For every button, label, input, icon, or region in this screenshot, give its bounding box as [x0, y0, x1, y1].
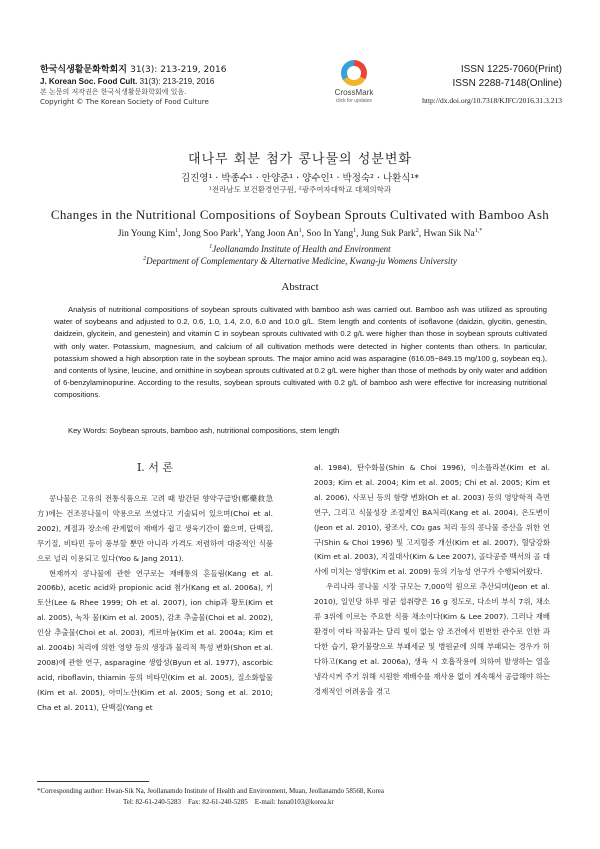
author-name: Jin Young Kim — [117, 229, 176, 239]
issn-print: ISSN 1225-7060(Print) — [460, 64, 562, 75]
author-name: Jung Suk Park — [360, 229, 416, 239]
author-name: Yang Joon An — [245, 229, 299, 239]
affiliation-ko: ¹전라남도 보건환경연구원, ²광주여자대학교 대체의학과 — [208, 185, 392, 194]
author-name: Soo In Yang — [306, 229, 354, 239]
paper-title-ko: 대나무 회분 첨가 콩나물의 성분변화 — [188, 152, 412, 167]
author-sup: 1 — [175, 227, 179, 234]
doi-link[interactable]: http://dx.doi.org/10.7318/KJFC/2016.31.3.213 — [422, 96, 562, 105]
author-sup: 2 — [415, 227, 419, 234]
body-paragraph: 콩나물은 고유의 전통식품으로 고려 때 발간된 향약구급방(鄕藥救急方)에는 건조콩나물이 약용으로 쓰였다고 기술되어 있으며(Choi et al. 2002), 계절과 장소에 관계없이 재배가 쉽고 생육기간이 짧으며, 단백질, 무기질, 비타민 등이 풍부할 뿐만 아니라 가격도 저렴하여 대중적인 식품으로 널리 이용되고 있다(Yoo & Jang 2011). — [37, 494, 273, 563]
journal-volume-en: 31(3): 213-219, 2016 — [139, 77, 215, 86]
affiliation-text: Department of Complementary & Alternative Medicine, Kwang-ju Womens University — [146, 256, 457, 266]
abstract-heading: Abstract — [281, 281, 319, 293]
body-paragraph: al. 1984), 탄수화물(Shin & Choi 1996), 이소플라본(Kim et al. 2003; Kim et al. 2004; Kim et al. 2005; Chi et al. 2005; Kim et al. 2006), 사포닌 등의 함량 변화(Oh et al. 2003) 등의 영양학적 측면 연구, 그리고 식물성장 조절제인 BA처리(Kang et al. 2004), 온도변이(Jeon et al. 2010), 광조사, CO₂ gas 처리 등의 콩나물 증산을 위한 연구(Shin & Choi 1996) 및 고지혈증 개선(Kim et al. 2007), 혈당강화(Kim et al. 2003), 지질대사(Kim & Lee 2007), 골다공증 백서의 골 대사에 미치는 영향(Kim et al. 2009) 등의 기능성 연구가 수행되어왔다. — [314, 463, 550, 577]
crossmark-icon — [341, 60, 367, 86]
issn-online: ISSN 2288-7148(Online) — [452, 78, 562, 89]
author-sup: 1 — [237, 227, 241, 234]
crossmark-label: CrossMark — [334, 88, 374, 97]
authors-ko: 김진영¹ · 박종수¹ · 안양준¹ · 양수인¹ · 박정숙² · 나환식¹* — [180, 173, 420, 184]
affiliation-sup: 2 — [143, 256, 147, 262]
body-column-left — [37, 460, 273, 716]
footnote-divider — [37, 781, 149, 782]
affiliation-en-2 — [0, 256, 600, 266]
author-sup: 1 — [298, 227, 302, 234]
footnote-line-2: Tel: 82-61-240-5283 Fax: 82-61-240-5285 E-mail: hsna0103@korea.kr — [123, 797, 334, 806]
copyright-note-en: Copyright © The Korean Society of Food Culture — [40, 98, 209, 106]
issn-block — [422, 63, 562, 107]
journal-name-en: J. Korean Soc. Food Cult. — [40, 77, 138, 86]
crossmark-badge[interactable] — [328, 60, 380, 104]
affiliation-en-1 — [0, 244, 600, 254]
crossmark-sublabel: click for updates — [335, 98, 373, 104]
journal-title-en — [40, 76, 300, 87]
affiliation-sup: 1 — [209, 244, 213, 250]
affiliation-text: Jeollanamdo Institute of Health and Environment — [212, 244, 391, 254]
section-heading: I. 서 론 — [136, 461, 174, 474]
copyright-note-ko: 본 논문의 저작권은 한국식생활문화학회에 있음. — [40, 88, 187, 96]
journal-title-ko — [40, 64, 300, 76]
paper-title-en: Changes in the Nutritional Compositions of Soybean Sprouts Cultivated with Bamboo Ash — [50, 207, 550, 222]
author-name: Hwan Sik Na — [423, 229, 475, 239]
journal-name-ko: 한국식생활문화학회지 — [40, 65, 127, 75]
journal-header — [40, 64, 300, 107]
journal-volume-ko: 31(3): 213-219, 2016 — [130, 65, 227, 75]
abstract-text: Analysis of nutritional compositions of soybean sprouts cultivated with bamboo ash was carried out. Bamboo ash was utilized as sprouting water of soybeans and adjusted to 0.2, 0.6, 1.0, 1.4, 2.0, 6.0 and 10.0 g/L. Stem length and contents of isoflavone (daidzin, glycitin, genestin, daidzein, glycitein, and genestein) and vitamin C in soybean sprouts cultivated with 0.2 g/L were higher than those in soybean sprouts cultivated with only water. Potassium, magnesium, and calcium of all cultivation methods were detected in higher contents than others. In particular, potassium showed a high absorption rate in the soybean sprouts. The major amino acid was asparagine (616.05−849.15 mg/100 g, soybean eq.), and contents of lysine, leucine, and ornithine in soybean sprouts cultivated at 0.2 g/L were higher than those of methods by only water and addition of 6-benzylaminopurine. According to the results, soybean sprouts cultivated with 0.2 g/L of bamboo ash were effective for increasing nutritional compositions. — [54, 305, 547, 400]
author-name: Jong Soo Park — [182, 229, 238, 239]
author-sup: 1,* — [474, 227, 483, 234]
corresponding-author-footnote — [37, 786, 567, 807]
body-column-right — [314, 461, 550, 700]
author-sup: 1 — [353, 227, 357, 234]
keywords: Key Words: Soybean sprouts, bamboo ash, nutritional compositions, stem length — [68, 426, 340, 435]
authors-en: Jin Young Kim$^1$, Jong Soo Park$^1$, Yang Joon An$^1$, Soo In Yang$^1$, Jung Suk Park$^2$, Hwan Sik $Na^{1,*}$ — [117, 227, 483, 239]
body-paragraph: 현재까지 콩나물에 관한 연구로는 재배통의 흔들림(Kang et al. 2006b), acetic acid와 propionic acid 첨가(Kang et al. 2006a), 키토산(Lee & Rhee 1999; Oh et al. 2007), ion chip과 황토(Kim et al. 2005), 녹차 물(Kim et al. 2005), 감초 추출물(Choi et al. 2002), 인삼 추출물(Choi et al. 2003), 게르마늄(Kim et al. 2004a; Kim et al. 2004b) 처리에 의한 영향 등의 생장과 물리적 특성 변화(Shon et al. 2008)에 관한 연구, asparagine 생합성(Byun et al. 1977), ascorbic acid, riboflavin, thiamin 등의 비타민(Kim et al. 2005), 질소화합물(Kim et al. 2005), 아미노산(Kim et al. 2005; Song et al. 2010; Cha et al. 2011), 단백질(Yang et — [37, 568, 273, 712]
footnote-line-1: *Corresponding author: Hwan-Sik Na, Jeollanamdo Institute of Health and Environment, Muan, Jeollanamdo 58568, Korea — [37, 787, 385, 795]
body-paragraph: 우리나라 콩나물 시장 규모는 7,000억 원으로 추산되며(Jeon et al. 2010), 일인당 하루 평균 섭취량은 16 g 정도로, 다소비 부식 7위, 채소류 3위에 이르는 주요한 식품 채소이다(Kim & Lee 2007). 그러나 재배 환경이 여타 작물과는 달리 빛이 없는 암 조건에서 빈번한 관수로 인한 과다한 습기, 환기불량으로 부패세균 및 병원균에 의해 부패되는 경우가 허다하고(Kang et al. 2006a), 생육 시 호흡작용에 의하여 발생하는 열을 냉각시켜 주기 위해 시원한 재배수를 재사용 없이 계속해서 공급해야 하는 경제적인 어려움을 겪고 — [314, 582, 550, 696]
